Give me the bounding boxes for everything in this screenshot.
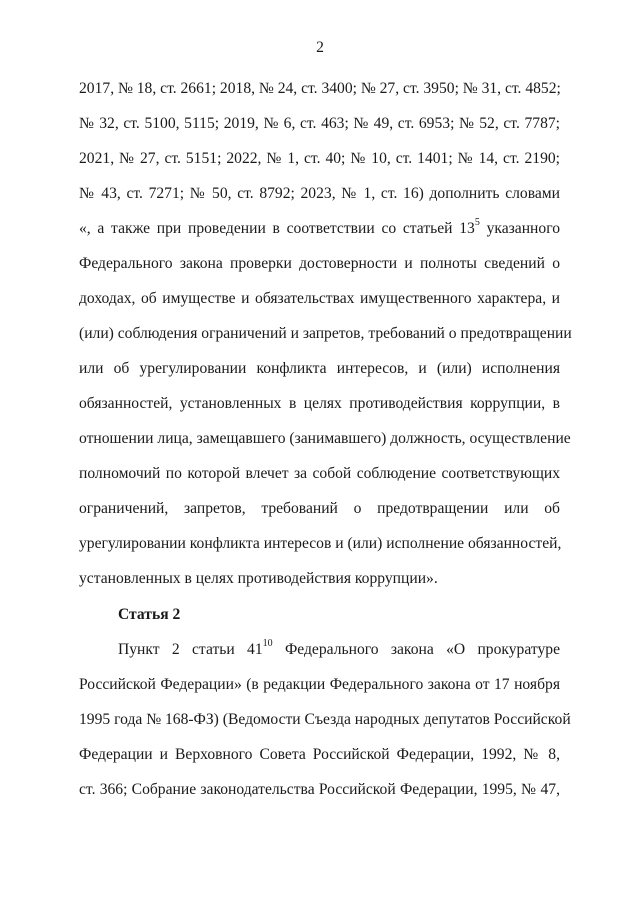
text-line: полномочий по которой влечет за собой соблюдение соответствующих [79, 465, 560, 482]
text-segment: указанного [479, 220, 560, 237]
text-segment: «, а также при проведении в соответствии со статьей 13 [79, 220, 475, 237]
text-line: Федерации и Верховного Совета Российской Федерации, 1992, № 8, [79, 746, 560, 763]
text-segment: Пункт 2 статьи 41 [118, 641, 263, 658]
text-segment: Федерального закона «О прокуратуре [272, 641, 560, 658]
text-line: 1995 года № 168-ФЗ) (Ведомости Съезда народных депутатов Российской [79, 711, 571, 728]
text-line: урегулировании конфликта интересов и (или) исполнение обязанностей, [79, 535, 562, 552]
text-line: доходах, об имуществе и обязательствах имущественного характера, и [79, 290, 560, 307]
text-line: Федерального закона проверки достоверности и полноты сведений о [79, 255, 560, 272]
text-line: Российской Федерации» (в редакции Федерального закона от 17 ноября [79, 676, 560, 693]
superscript: 10 [262, 637, 273, 649]
text-line [118, 639, 560, 661]
article-heading: Статья 2 [118, 606, 181, 623]
text-line: отношении лица, замещавшего (занимавшего) должность, осуществление [79, 430, 571, 447]
text-line: установленных в целях противодействия коррупции». [79, 570, 438, 587]
text-line: ст. 366; Собрание законодательства Российской Федерации, 1995, № 47, [79, 781, 560, 798]
text-line: 2017, № 18, ст. 2661; 2018, № 24, ст. 3400; № 27, ст. 3950; № 31, ст. 4852; [79, 80, 561, 97]
text-line [79, 218, 560, 240]
text-line: или об урегулировании конфликта интересов, и (или) исполнения [79, 360, 560, 377]
text-line: № 43, ст. 7271; № 50, ст. 8792; 2023, № 1, ст. 16) дополнить словами [79, 185, 560, 202]
text-line: обязанностей, установленных в целях противодействия коррупции, в [79, 395, 560, 412]
text-line: № 32, ст. 5100, 5115; 2019, № 6, ст. 463; № 49, ст. 6953; № 52, ст. 7787; [79, 115, 560, 132]
text-line: 2021, № 27, ст. 5151; 2022, № 1, ст. 40; № 10, ст. 1401; № 14, ст. 2190; [79, 150, 560, 167]
superscript: 5 [474, 216, 480, 228]
text-line: ограничений, запретов, требований о предотвращении или об [79, 500, 560, 517]
page-number: 2 [316, 39, 324, 56]
text-line: (или) соблюдения ограничений и запретов, требований о предотвращении [79, 325, 572, 342]
